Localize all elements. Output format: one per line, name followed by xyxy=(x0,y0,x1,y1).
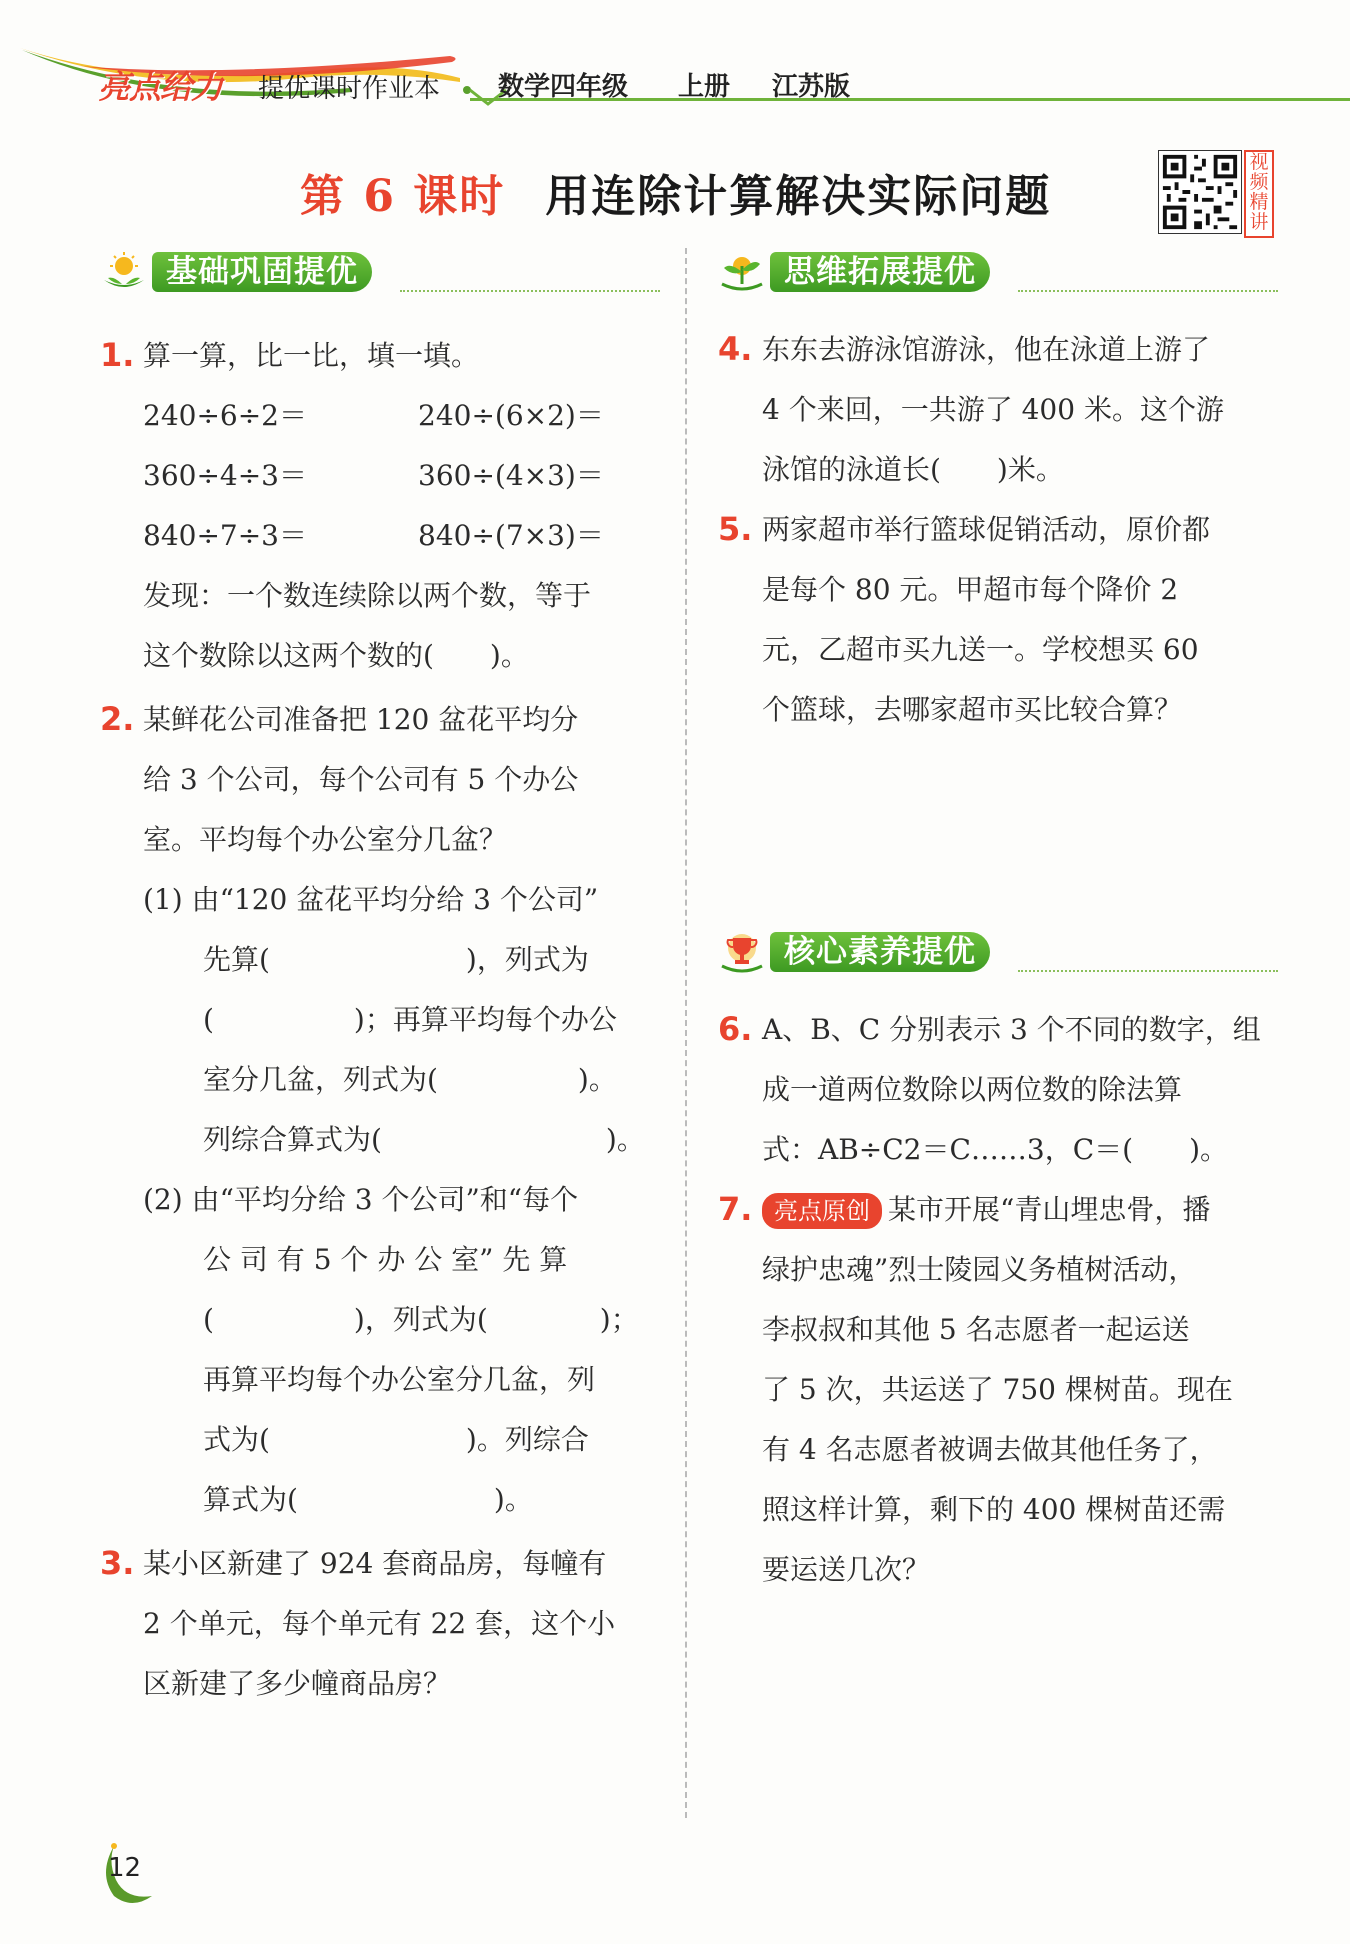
q7-line: 某市开展“青山埋忠骨，播 xyxy=(888,1193,1211,1226)
q2-sub1-line: 列综合算式为( )。 xyxy=(203,1123,645,1156)
lesson-number: 第 6 课时 xyxy=(300,171,506,222)
q1-expr-a1: 240÷6÷2＝ xyxy=(143,399,307,432)
q3-line: 区新建了多少幢商品房？ xyxy=(143,1667,452,1700)
q2-sub1-line: 先算( )，列式为 xyxy=(203,943,589,976)
q7-line: 照这样计算，剩下的 400 棵树苗还需 xyxy=(762,1493,1226,1526)
q5-line: 个篮球，去哪家超市买比较合算？ xyxy=(762,693,1183,726)
section-core xyxy=(718,930,1278,976)
video-explanation-tag: 视频精讲 xyxy=(1244,150,1274,238)
original-badge: 亮点原创 xyxy=(762,1193,882,1229)
lesson-topic: 用连除计算解决实际问题 xyxy=(545,171,1052,222)
q7-line: 要运送几次？ xyxy=(762,1553,931,1586)
q2-sub2-line: ( )，列式为( )； xyxy=(203,1303,639,1336)
q7-line: 有 4 名志愿者被调去做其他任务了， xyxy=(762,1433,1218,1466)
q2-sub2-line: 公 司 有 5 个 办 公 室” 先 算 xyxy=(203,1243,568,1276)
volume-label: 上册 xyxy=(678,72,731,102)
q5-line: 是每个 80 元。甲超市每个降价 2 xyxy=(762,573,1179,606)
section-basic xyxy=(100,250,660,296)
q6-line: 成一道两位数除以两位数的除法算 xyxy=(762,1073,1183,1106)
q2-sub1-line: ( )；再算平均每个办公 xyxy=(203,1003,617,1036)
column-divider xyxy=(685,248,687,1818)
question-1-stem: 算一算，比一比，填一填。 xyxy=(143,339,480,372)
qr-code-icon[interactable] xyxy=(1158,150,1242,234)
q5-line: 元，乙超市买九送一。学校想买 60 xyxy=(762,633,1199,666)
q1-expr-a3: 840÷7÷3＝ xyxy=(143,519,307,552)
q7-line: 绿护忠魂”烈士陵园义务植树活动， xyxy=(762,1253,1197,1286)
q7-line: 了 5 次，共运送了 750 棵树苗。现在 xyxy=(762,1373,1233,1406)
q3-line: 2 个单元，每个单元有 22 套，这个小 xyxy=(143,1607,616,1640)
page-number: 12 xyxy=(108,1853,142,1883)
question-number: 2. xyxy=(100,700,135,738)
q1-expr-b1: 240÷(6×2)＝ xyxy=(418,399,604,432)
q6-line: 式：AB÷C2＝C……3，C＝( )。 xyxy=(762,1133,1229,1166)
question-number: 5. xyxy=(718,510,753,548)
q4-line: 4 个来回，一共游了 400 米。这个游 xyxy=(762,393,1224,426)
trophy-icon xyxy=(718,930,766,976)
q5-line: 两家超市举行篮球促销活动，原价都 xyxy=(762,513,1211,546)
q2-sub2-line: (2) 由“平均分给 3 个公司”和“每个 xyxy=(143,1183,579,1216)
q2-line: 室。平均每个办公室分几盆？ xyxy=(143,823,508,856)
section-rule xyxy=(1018,290,1278,292)
series-subtitle: 提优课时作业本 xyxy=(258,74,441,104)
page-title xyxy=(300,160,1051,220)
question-number: 3. xyxy=(100,1544,135,1582)
q1-expr-a2: 360÷4÷3＝ xyxy=(143,459,307,492)
edition-label: 江苏版 xyxy=(772,72,851,102)
q2-sub2-line: 算式为( )。 xyxy=(203,1483,533,1516)
question-number: 1. xyxy=(100,336,135,374)
question-number: 4. xyxy=(718,330,753,368)
page-header xyxy=(20,48,1340,118)
q2-sub1-line: 室分几盆，列式为( )。 xyxy=(203,1063,617,1096)
q6-line: A、B、C 分别表示 3 个不同的数字，组 xyxy=(762,1013,1261,1046)
brand-logo-text: 亮点给力 xyxy=(98,68,223,106)
sun-sprout-icon xyxy=(100,250,148,296)
section-thinking xyxy=(718,250,1278,296)
q1-expr-b3: 840÷(7×3)＝ xyxy=(418,519,604,552)
section-title: 思维拓展提优 xyxy=(770,252,990,292)
section-title: 核心素养提优 xyxy=(770,932,990,972)
q1-finding-line1: 发现：一个数连续除以两个数，等于 xyxy=(143,579,592,612)
q7-first-line xyxy=(762,1190,1210,1230)
q1-expr-b2: 360÷(4×3)＝ xyxy=(418,459,604,492)
section-rule xyxy=(400,290,660,292)
q3-line: 某小区新建了 924 套商品房，每幢有 xyxy=(143,1547,607,1580)
question-number: 6. xyxy=(718,1010,753,1048)
q4-line: 泳馆的泳道长( )米。 xyxy=(762,453,1064,486)
subject-grade: 数学四年级 xyxy=(498,72,629,102)
q2-line: 某鲜花公司准备把 120 盆花平均分 xyxy=(143,703,579,736)
q2-line: 给 3 个公司，每个公司有 5 个办公 xyxy=(143,763,579,796)
sprout-icon xyxy=(718,250,766,296)
section-title: 基础巩固提优 xyxy=(152,252,372,292)
q4-line: 东东去游泳馆游泳，他在泳道上游了 xyxy=(762,333,1211,366)
q7-line: 李叔叔和其他 5 名志愿者一起运送 xyxy=(762,1313,1190,1346)
q2-sub2-line: 再算平均每个办公室分几盆，列 xyxy=(203,1363,596,1396)
q2-sub1-line: (1) 由“120 盆花平均分给 3 个公司” xyxy=(143,883,599,916)
question-number: 7. xyxy=(718,1190,753,1228)
section-rule xyxy=(1018,970,1278,972)
q1-finding-line2: 这个数除以这两个数的( )。 xyxy=(143,639,529,672)
q2-sub2-line: 式为( )。列综合 xyxy=(203,1423,589,1456)
